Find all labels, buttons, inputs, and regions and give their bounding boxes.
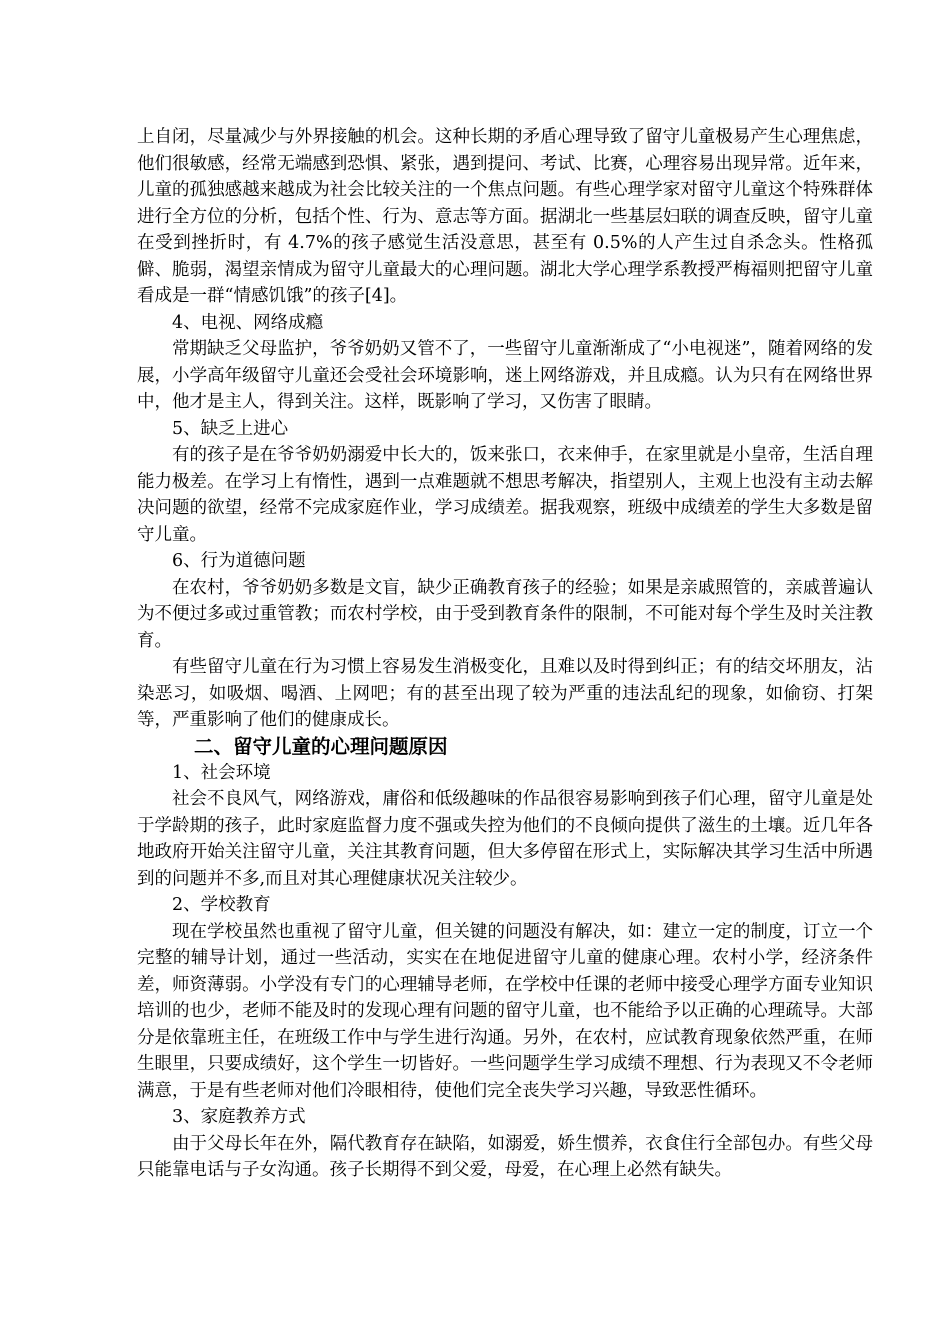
- paragraph-school-education: 现在学校虽然也重视了留守儿童，但关键的问题没有解决，如：建立一定的制度，订立一个完整的辅导计划，通过一些活动，实实在在地促进留守儿童的健康心理。农村小学，经济条件差，师资薄弱。小学没有专门的心理辅导老师，在学校中任课的老师中接受心理学方面专业知识培训的也少，老师不能及时的发现心理有问题的留守儿童，也不能给予以正确的心理疏导。大部分是依靠班主任，在班级工作中与学生进行沟通。另外，在农村，应试教育现象依然严重，在师生眼里，只要成绩好，这个学生一切皆好。一些问题学生学习成绩不理想、行为表现又不令老师满意，于是有些老师对他们冷眼相待，使他们完全丧失学习兴趣，导致恶性循环。: [137, 921, 873, 1101]
- paragraph-social-environment: 社会不良风气，网络游戏，庸俗和低级趣味的作品很容易影响到孩子们心理，留守儿童是处于学龄期的孩子，此时家庭监督力度不强或失控为他们的不良倾向提供了滋生的土壤。近几年各地政府开始关注留守儿童，关注其教育问题，但大多停留在形式上，实际解决其学习生活中所遇到的问题并不多,而且对其心理健康状况关注较少。: [137, 789, 873, 889]
- paragraph-moral-behavior-2: 有些留守儿童在行为习惯上容易发生消极变化，且难以及时得到纠正；有的结交坏朋友，沾染恶习，如吸烟、喝酒、上网吧；有的甚至出现了较为严重的违法乱纪的现象，如偷窃、打架等，严重影响了他们的健康成长。: [137, 657, 873, 730]
- subheading-lack-of-motivation: 5、缺乏上进心: [172, 418, 289, 439]
- paragraph-tv-internet-addiction: 常期缺乏父母监护，爷爷奶奶又管不了，一些留守儿童渐渐成了“小电视迷”，随着网络的发展，小学高年级留守儿童还会受社会环境影响，迷上网络游戏，并且成瘾。认为只有在网络世界中，他才是主人，得到关注。这样，既影响了学习，又伤害了眼睛。: [137, 339, 873, 412]
- paragraph-lack-of-motivation: 有的孩子是在爷爷奶奶溺爱中长大的，饭来张口，衣来伸手，在家里就是小皇帝，生活自理能力极差。在学习上有惰性，遇到一点难题就不想思考解决，指望别人，主观上也没有主动去解决问题的欲望，经常不完成家庭作业，学习成绩差。据我观察，班级中成绩差的学生大多数是留守儿童。: [137, 445, 873, 545]
- subheading-moral-behavior: 6、行为道德问题: [172, 551, 306, 571]
- paragraph-family-parenting: 由于父母长年在外，隔代教育存在缺陷，如溺爱，娇生惯养，衣食住行全部包办。有些父母只能靠电话与子女沟通。孩子长期得不到父爱，母爱，在心理上必然有缺失。: [137, 1133, 873, 1180]
- subheading-school-education: 2、学校教育: [172, 895, 271, 915]
- section-heading-causes: 二、留守儿童的心理问题原因: [194, 734, 448, 758]
- subheading-family-parenting: 3、家庭教养方式: [172, 1107, 306, 1127]
- subheading-tv-internet-addiction: 4、电视、网络成瘾: [172, 312, 324, 333]
- document-page: [137, 124, 873, 1184]
- subheading-social-environment: 1、社会环境: [172, 762, 271, 783]
- paragraph-loneliness-continued: 上自闭，尽量减少与外界接触的机会。这种长期的矛盾心理导致了留守儿童极易产生心理焦虑，他们很敏感，经常无端感到恐惧、紧张，遇到提问、考试、比赛，心理容易出现异常。近年来，儿童的孤独感越来越成为社会比较关注的一个焦点问题。有些心理学家对留守儿童这个特殊群体进行全方位的分析，包括个性、行为、意志等方面。据湖北一些基层妇联的调查反映，留守儿童在受到挫折时，有 4.7%的孩子感觉生活没意思，甚至有 0.5%的人产生过自杀念头。性格孤僻、脆弱，渴望亲情成为留守儿童最大的心理问题。湖北大学心理学系教授严梅福则把留守儿童看成是一群“情感饥饿”的孩子[4]。: [137, 127, 873, 306]
- paragraph-moral-behavior-1: 在农村，爷爷奶奶多数是文盲，缺少正确教育孩子的经验；如果是亲戚照管的，亲戚普遍认为不便过多或过重管教；而农村学校，由于受到教育条件的限制，不可能对每个学生及时关注教育。: [137, 577, 873, 651]
